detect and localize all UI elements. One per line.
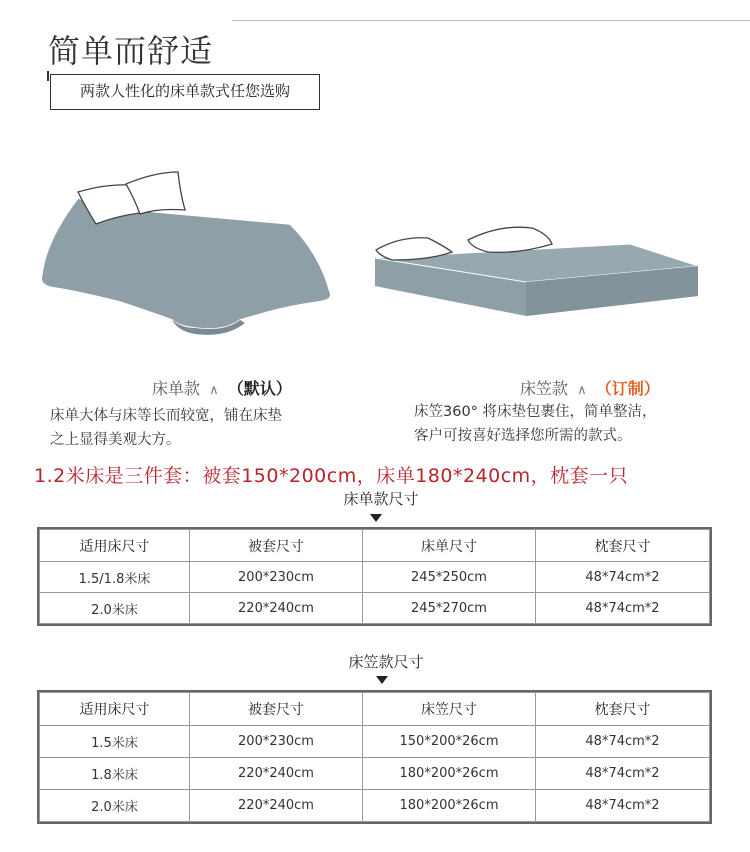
table-row <box>40 593 710 624</box>
table-cell: 48*74cm*2 <box>536 562 710 593</box>
table-row <box>40 726 710 758</box>
option-fitted-sheet-description: 床笠360° 将床垫包裹住，简单整洁， 客户可按喜好选择您所需的款式。 <box>414 404 657 444</box>
fitted-size-table <box>39 692 710 822</box>
column-header: 枕套尺寸 <box>536 693 710 726</box>
option-flat-sheet-label: 床单款 <box>152 379 201 398</box>
column-header: 适用床尺寸 <box>40 693 190 726</box>
table-cell: 2.0米床 <box>40 790 190 822</box>
table-cell: 200*230cm <box>190 562 363 593</box>
column-header: 被套尺寸 <box>190 693 363 726</box>
column-header: 床笠尺寸 <box>363 693 536 726</box>
option-flat-sheet-tag: （默认） <box>227 379 292 398</box>
table-cell: 245*250cm <box>363 562 536 593</box>
table-cell: 1.8米床 <box>40 758 190 790</box>
top-divider <box>232 20 750 21</box>
option-fitted-sheet-tag: （订制） <box>595 379 660 398</box>
fitted-table-caption: 床笠款尺寸 <box>348 653 424 671</box>
table-cell: 180*200*26cm <box>363 790 536 822</box>
table-cell: 1.5/1.8米床 <box>40 562 190 593</box>
page-title: 简单而舒适 <box>48 32 214 70</box>
table-cell: 48*74cm*2 <box>536 790 710 822</box>
down-arrow-icon <box>376 676 388 684</box>
table-row <box>40 790 710 822</box>
option-fitted-sheet-label: 床笠款 <box>520 379 569 398</box>
option-fitted-sheet <box>520 376 660 399</box>
table-header-row <box>40 530 710 562</box>
table-cell: 220*240cm <box>190 790 363 822</box>
table-cell: 220*240cm <box>190 593 363 624</box>
table-cell: 48*74cm*2 <box>536 593 710 624</box>
column-header: 被套尺寸 <box>190 530 363 562</box>
table-cell: 150*200*26cm <box>363 726 536 758</box>
option-flat-sheet-description: 床单大体与床等长而较宽，铺在床垫 之上显得美观大方。 <box>50 408 282 448</box>
column-header: 适用床尺寸 <box>40 530 190 562</box>
bed-illustrations <box>0 150 750 350</box>
option-flat-sheet <box>152 376 292 399</box>
table-cell: 220*240cm <box>190 758 363 790</box>
flat-sheet-bed-illustration <box>41 172 331 335</box>
table-cell: 1.5米床 <box>40 726 190 758</box>
table-header-row <box>40 693 710 726</box>
column-header: 床单尺寸 <box>363 530 536 562</box>
table-cell: 180*200*26cm <box>363 758 536 790</box>
column-header: 枕套尺寸 <box>536 530 710 562</box>
fitted-sheet-bed-illustration <box>375 227 698 316</box>
three-piece-set-promo: 1.2米床是三件套：被套150*200cm，床单180*240cm，枕套一只 <box>34 465 629 487</box>
down-arrow-icon <box>370 514 382 522</box>
caret-up-icon: ∧ <box>577 383 587 398</box>
table-cell: 200*230cm <box>190 726 363 758</box>
caret-up-icon: ∧ <box>209 383 219 398</box>
table-cell: 48*74cm*2 <box>536 758 710 790</box>
table-cell: 245*270cm <box>363 593 536 624</box>
subtitle-box: 两款人性化的床单款式任您选购 <box>50 74 320 110</box>
table-row <box>40 562 710 593</box>
sheet-size-table <box>39 529 710 624</box>
table-row <box>40 758 710 790</box>
table-cell: 48*74cm*2 <box>536 726 710 758</box>
table-cell: 2.0米床 <box>40 593 190 624</box>
sheet-table-caption: 床单款尺寸 <box>343 490 419 508</box>
